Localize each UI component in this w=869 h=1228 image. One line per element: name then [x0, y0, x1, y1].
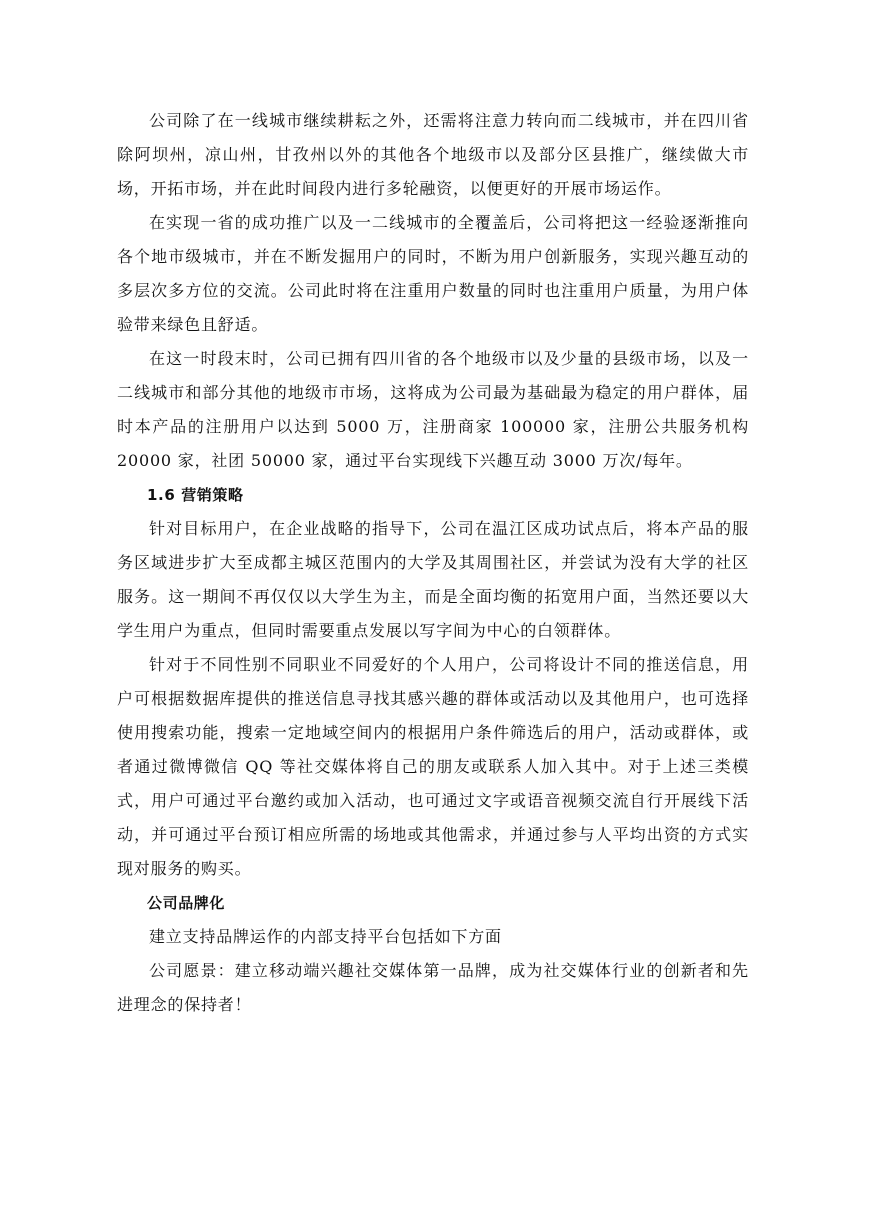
section-heading-marketing-strategy: 1.6 营销策略 [147, 486, 244, 504]
paragraph-target-users: 针对目标用户，在企业战略的指导下，公司在温江区成功试点后，将本产品的服务区域进步扩大至成都主城区范围内的大学及其周围社区，并尝试为没有大学的社区服务。这一期间不再仅仅以大学生为主，而是全面均衡的拓宽用户面，当然还要以大学生用户为重点，但同时需要重点发展以写字间为中心的白领群体。 [117, 519, 749, 640]
paragraph-expansion-cities: 公司除了在一线城市继续耕耘之外，还需将注意力转向而二线城市，并在四川省除阿坝州，凉山州，甘孜州以外的其他各个地级市以及部分区县推广，继续做大市场，开拓市场，并在此时间段内进行多轮融资，以便更好的开展市场运作。 [117, 111, 749, 198]
paragraph-brand-platform: 建立支持品牌运作的内部支持平台包括如下方面 [149, 927, 502, 946]
document-body [117, 104, 749, 1022]
paragraph-nationwide-rollout: 在实现一省的成功推广以及一二线城市的全覆盖后，公司将把这一经验逐渐推向各个地市级城市，并在不断发掘用户的同时，不断为用户创新服务，实现兴趣互动的多层次多方位的交流。公司此时将在注重用户数量的同时也注重用户质量，为用户体验带来绿色且舒适。 [117, 213, 749, 334]
paragraph-push-info: 针对于不同性别不同职业不同爱好的个人用户，公司将设计不同的推送信息，用户可根据数据库提供的推送信息寻找其感兴趣的群体或活动以及其他用户，也可选择使用搜索功能，搜索一定地域空间内的根据用户条件筛选后的用户，活动或群体，或者通过微博微信 QQ 等社交媒体将自己的朋友或联系人加入其中。对于上述三类模式，用户可通过平台邀约或加入活动，也可通过文字或语音视频交流自行开展线下活动，并可通过平台预订相应所需的场地或其他需求，并通过参与人平均出资的方式实现对服务的购买。 [117, 655, 749, 878]
paragraph-company-vision: 公司愿景：建立移动端兴趣社交媒体第一品牌，成为社交媒体行业的创新者和先进理念的保持者！ [117, 961, 749, 1014]
paragraph-user-base-goals: 在这一时段末时，公司已拥有四川省的各个地级市以及少量的县级市场，以及一二线城市和部分其他的地级市市场，这将成为公司最为基础最为稳定的用户群体，届时本产品的注册用户以达到 5000 万，注册商家 100000 家，注册公共服务机构 20000 家，社团 50000 家，通过平台实现线下兴趣互动 3000 万次/每年。 [117, 349, 749, 470]
section-heading-company-branding: 公司品牌化 [147, 894, 226, 912]
